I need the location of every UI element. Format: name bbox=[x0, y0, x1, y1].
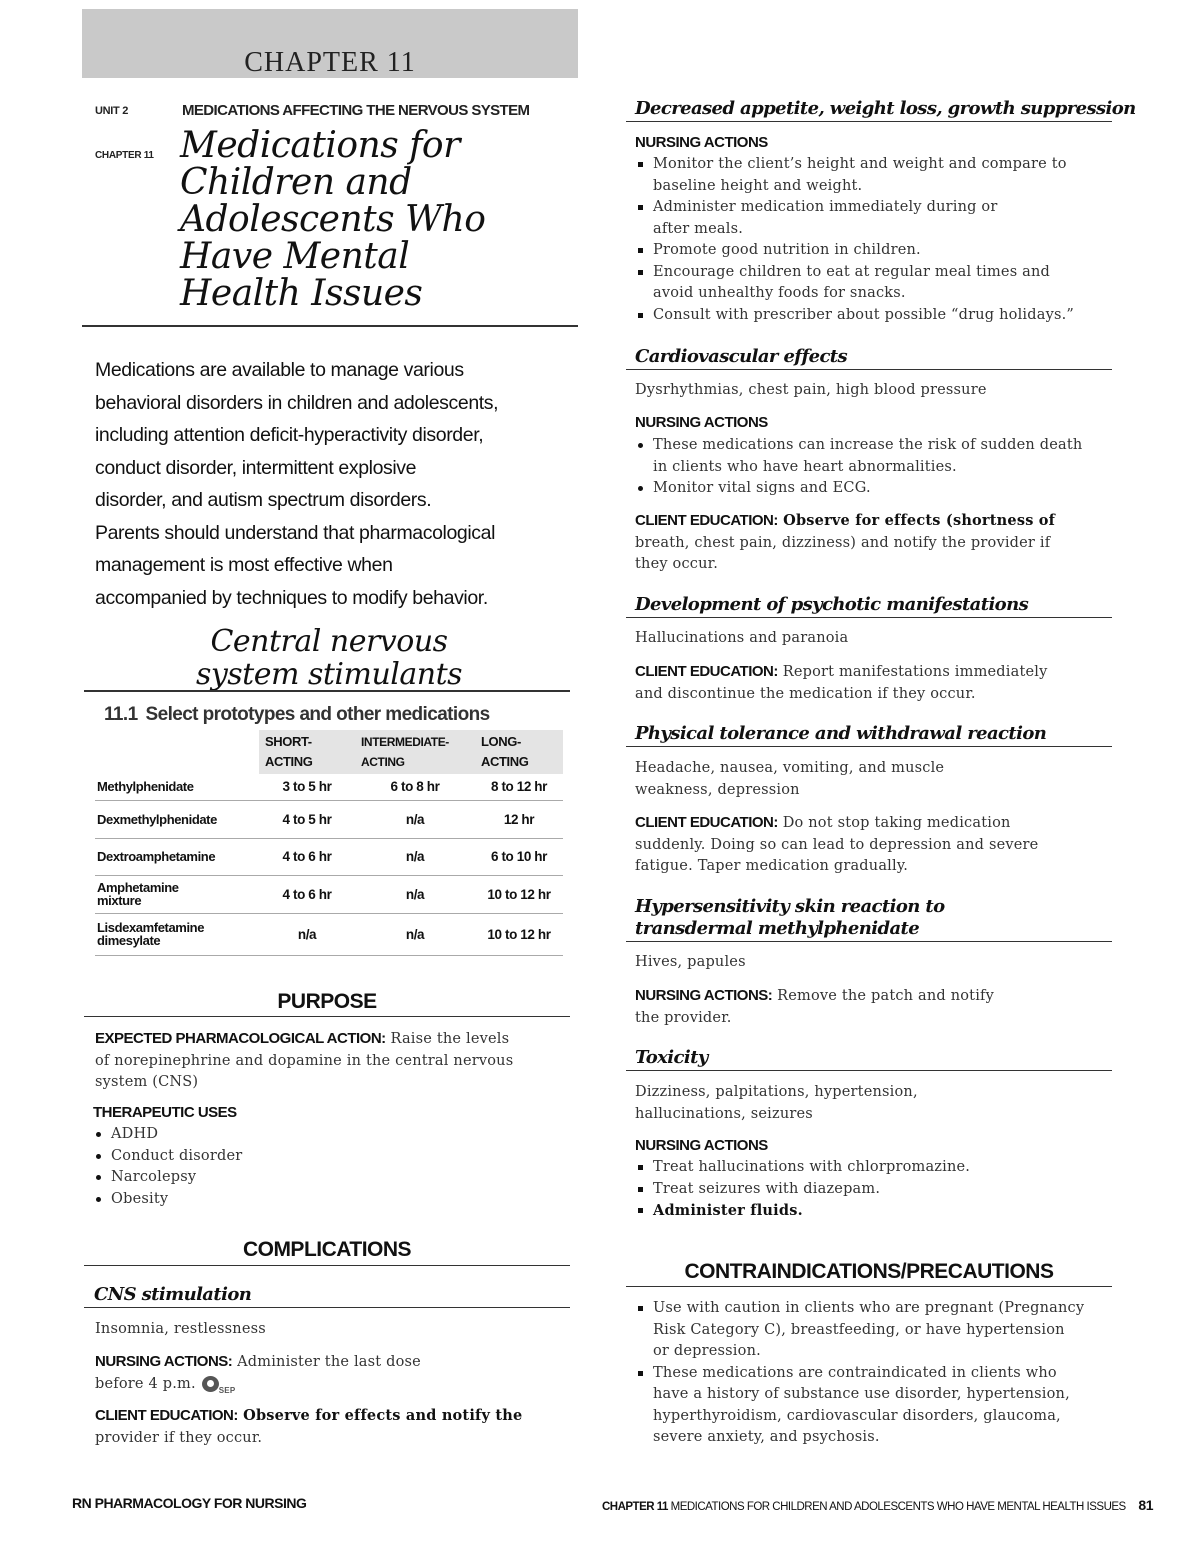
cardiovascular-effects: Dysrhythmias, chest pain, high blood pressure bbox=[635, 382, 987, 398]
subsection-divider bbox=[626, 121, 1112, 122]
section-heading-cns-stimulants bbox=[84, 625, 574, 691]
client-education-label: CLIENT EDUCATION: bbox=[635, 663, 778, 680]
subsection-divider bbox=[626, 941, 1112, 942]
table-cell: 6 to 10 hr bbox=[475, 838, 563, 875]
list-item: Use with caution in clients who are pregnant (Pregnancy Risk Category C), breastfeeding, or have hypertension or depression. bbox=[635, 1298, 1115, 1363]
chapter-title-line: Adolescents Who bbox=[180, 199, 486, 240]
table-cell: 10 to 12 hr bbox=[475, 875, 563, 913]
chapter-title-line: Medications for bbox=[180, 125, 460, 166]
footer-chapter-label: CHAPTER 11 bbox=[601, 1501, 668, 1513]
expected-action-text: Raise the levels bbox=[385, 1031, 510, 1047]
table-cell-name: Lisdexamfetamine dimesylate bbox=[95, 913, 259, 955]
toxicity-heading: Toxicity bbox=[635, 1047, 708, 1068]
hypersensitivity-nursing-actions: NURSING ACTIONS: Remove the patch and notify the provider. bbox=[635, 987, 994, 1026]
qsen-badge-icon: SEP bbox=[202, 1376, 244, 1392]
tolerance-heading: Physical tolerance and withdrawal reaction bbox=[635, 723, 1047, 744]
list-item: These medications can increase the risk of sudden death in clients who have heart abnormalities. bbox=[635, 435, 1115, 478]
cns-nursing-actions: NURSING ACTIONS: Administer the last dose before 4 p.m. SEP bbox=[95, 1353, 421, 1395]
purpose-divider bbox=[84, 1016, 570, 1017]
section-heading-line: Central nervous bbox=[210, 624, 448, 659]
list-item: Obesity bbox=[93, 1189, 393, 1211]
table-cell: 3 to 5 hr bbox=[259, 774, 355, 800]
list-item: Narcolepsy bbox=[93, 1167, 393, 1189]
therapeutic-uses-label: THERAPEUTIC USES bbox=[93, 1104, 237, 1121]
table-cell-name: Methylphenidate bbox=[95, 774, 259, 800]
psychotic-client-education: CLIENT EDUCATION: Report manifestations immediately and discontinue the medication if they occur. bbox=[635, 663, 1048, 702]
page-number: 81 bbox=[1138, 1497, 1153, 1513]
table-number: 11.1 bbox=[104, 704, 138, 725]
intro-line: behavioral disorders in children and adolescents, bbox=[95, 391, 499, 414]
cardiovascular-client-education: CLIENT EDUCATION: Observe for effects (shortness of breath, chest pain, dizziness) and notify the provider if they occur. bbox=[635, 512, 1056, 572]
nursing-actions-label: NURSING ACTIONS bbox=[635, 414, 768, 431]
table-cell: 12 hr bbox=[475, 800, 563, 838]
appetite-heading: Decreased appetite, weight loss, growth suppression bbox=[635, 98, 1136, 119]
contraindications-heading: CONTRAINDICATIONS/PRECAUTIONS bbox=[684, 1260, 1054, 1283]
tolerance-client-education: CLIENT EDUCATION: Do not stop taking medication suddenly. Doing so can lead to depression and severe fatigue. Taper medication gradually. bbox=[635, 814, 1039, 874]
intro-line: accompanied by techniques to modify behavior. bbox=[95, 586, 488, 609]
table-cell: n/a bbox=[355, 838, 475, 875]
complications-heading: COMPLICATIONS bbox=[242, 1238, 412, 1261]
client-education-label: CLIENT EDUCATION: bbox=[635, 814, 778, 831]
footer-running-head bbox=[602, 1497, 1153, 1513]
footer-book-title: RN PHARMACOLOGY FOR NURSING bbox=[72, 1495, 307, 1511]
intro-line: Parents should understand that pharmacological bbox=[95, 521, 496, 544]
therapeutic-uses-list bbox=[93, 1124, 393, 1210]
section-divider bbox=[84, 690, 570, 692]
contraindications-divider bbox=[626, 1286, 1112, 1287]
list-item: Promote good nutrition in children. bbox=[635, 240, 1115, 262]
table-row bbox=[95, 774, 563, 800]
nursing-actions-label: NURSING ACTIONS bbox=[635, 134, 768, 151]
appetite-nursing-list bbox=[635, 154, 1115, 326]
purpose-heading: PURPOSE bbox=[277, 990, 377, 1013]
hypersensitivity-heading: Hypersensitivity skin reaction to transdermal methylphenidate bbox=[635, 896, 945, 939]
table-cell-name: Dexmethylphenidate bbox=[95, 800, 259, 838]
unit-title: MEDICATIONS AFFECTING THE NERVOUS SYSTEM bbox=[182, 102, 530, 119]
list-item: Encourage children to eat at regular meal times and avoid unhealthy foods for snacks. bbox=[635, 262, 1115, 305]
table-row bbox=[95, 800, 563, 838]
table-row bbox=[95, 838, 563, 875]
intro-line: Medications are available to manage various bbox=[95, 359, 464, 381]
list-item: Treat seizures with diazepam. bbox=[635, 1179, 1115, 1201]
subsection-divider bbox=[626, 617, 1112, 618]
chapter-title-line: Health Issues bbox=[180, 273, 423, 314]
table-cell: n/a bbox=[259, 913, 355, 955]
chapter-title-line: Children and bbox=[180, 162, 412, 203]
nursing-actions-label: NURSING ACTIONS: bbox=[95, 1353, 233, 1370]
table-cell: n/a bbox=[355, 800, 475, 838]
table-cell: 4 to 5 hr bbox=[259, 800, 355, 838]
subsection-divider bbox=[626, 1070, 1112, 1071]
table-header-long-acting: LONG- ACTING bbox=[475, 730, 563, 774]
toxicity-effects: Dizziness, palpitations, hypertension, hallucinations, seizures bbox=[635, 1084, 918, 1122]
chapter-label: CHAPTER 11 bbox=[95, 150, 154, 161]
intro-line: conduct disorder, intermittent explosive bbox=[95, 456, 417, 479]
cns-stimulation-effects: Insomnia, restlessness bbox=[95, 1321, 266, 1337]
psychotic-heading: Development of psychotic manifestations bbox=[635, 594, 1029, 615]
table-cell-name: Dextroamphetamine bbox=[95, 838, 259, 875]
title-divider bbox=[82, 325, 578, 327]
toxicity-nursing-list bbox=[635, 1157, 1115, 1222]
chapter-title bbox=[180, 127, 580, 312]
expected-action bbox=[95, 1028, 575, 1094]
contraindications-list bbox=[635, 1298, 1115, 1449]
client-education-label: CLIENT EDUCATION: bbox=[95, 1407, 238, 1424]
table-cell: 4 to 6 hr bbox=[259, 838, 355, 875]
chapter-banner bbox=[82, 9, 578, 78]
footer-chapter-title: MEDICATIONS FOR CHILDREN AND ADOLESCENTS WHO HAVE MENTAL HEALTH ISSUES bbox=[670, 1501, 1126, 1513]
table-cell: n/a bbox=[355, 913, 475, 955]
table-header-short-acting: SHORT- ACTING bbox=[259, 730, 355, 774]
table-cell: 4 to 6 hr bbox=[259, 875, 355, 913]
list-item: Administer fluids. bbox=[635, 1200, 1115, 1222]
table-cell: 10 to 12 hr bbox=[475, 913, 563, 955]
cns-stimulation-heading: CNS stimulation bbox=[94, 1284, 252, 1305]
list-item: ADHD bbox=[93, 1124, 393, 1146]
table-cell: 6 to 8 hr bbox=[355, 774, 475, 800]
intro-line: management is most effective when bbox=[95, 554, 393, 576]
subsection-divider bbox=[626, 746, 1112, 747]
medication-table bbox=[95, 730, 563, 956]
list-item: Monitor vital signs and ECG. bbox=[635, 478, 1115, 500]
list-item: Consult with prescriber about possible “drug holidays.” bbox=[635, 305, 1115, 327]
table-cell: 8 to 12 hr bbox=[475, 774, 563, 800]
nursing-actions-label: NURSING ACTIONS bbox=[635, 1137, 768, 1154]
list-item: Conduct disorder bbox=[93, 1146, 393, 1168]
table-header-intermediate-acting: INTERMEDIATE- ACTING bbox=[355, 730, 475, 774]
intro-paragraph bbox=[95, 354, 580, 614]
expected-action-text: of norepinephrine and dopamine in the central nervous bbox=[95, 1052, 514, 1069]
intro-line: including attention deficit-hyperactivity disorder, bbox=[95, 424, 484, 446]
psychotic-effects: Hallucinations and paranoia bbox=[635, 630, 849, 646]
tolerance-effects: Headache, nausea, vomiting, and muscle weakness, depression bbox=[635, 760, 945, 798]
list-item: Treat hallucinations with chlorpromazine. bbox=[635, 1157, 1115, 1179]
table-cell: n/a bbox=[355, 875, 475, 913]
list-item: Administer medication immediately during or after meals. bbox=[635, 197, 1115, 240]
nursing-actions-label: NURSING ACTIONS: bbox=[635, 987, 773, 1004]
expected-action-text: system (CNS) bbox=[95, 1074, 199, 1090]
table-header-row bbox=[95, 730, 563, 774]
expected-action-label: EXPECTED PHARMACOLOGICAL ACTION: bbox=[95, 1030, 386, 1047]
chapter-title-line: Have Mental bbox=[180, 236, 410, 277]
hypersensitivity-effects: Hives, papules bbox=[635, 954, 746, 970]
table-header-blank bbox=[95, 730, 259, 774]
cardiovascular-heading: Cardiovascular effects bbox=[635, 346, 848, 367]
table-title bbox=[104, 704, 490, 726]
table-row bbox=[95, 913, 563, 955]
complications-divider bbox=[84, 1265, 570, 1266]
cardiovascular-nursing-list bbox=[635, 435, 1115, 500]
table-cell-name: Amphetamine mixture bbox=[95, 875, 259, 913]
table-row bbox=[95, 875, 563, 913]
list-item: These medications are contraindicated in clients who have a history of substance use disorder, hypertension, hyperthyroidism, cardiovascular disorders, glaucoma, severe anxiety, and psychosis. bbox=[635, 1363, 1115, 1449]
table-title-text: Select prototypes and other medications bbox=[145, 704, 490, 725]
client-education-label: CLIENT EDUCATION: bbox=[635, 512, 778, 529]
subsection-divider bbox=[626, 369, 1112, 370]
chapter-banner-text: CHAPTER 11 bbox=[244, 47, 416, 78]
cns-client-education: CLIENT EDUCATION: Observe for effects and notify the provider if they occur. bbox=[95, 1407, 523, 1446]
subsection-divider bbox=[84, 1307, 570, 1308]
unit-label: UNIT 2 bbox=[95, 105, 129, 117]
section-heading-line: system stimulants bbox=[195, 657, 463, 692]
intro-line: disorder, and autism spectrum disorders. bbox=[95, 489, 432, 511]
list-item: Monitor the client’s height and weight and compare to baseline height and weight. bbox=[635, 154, 1115, 197]
